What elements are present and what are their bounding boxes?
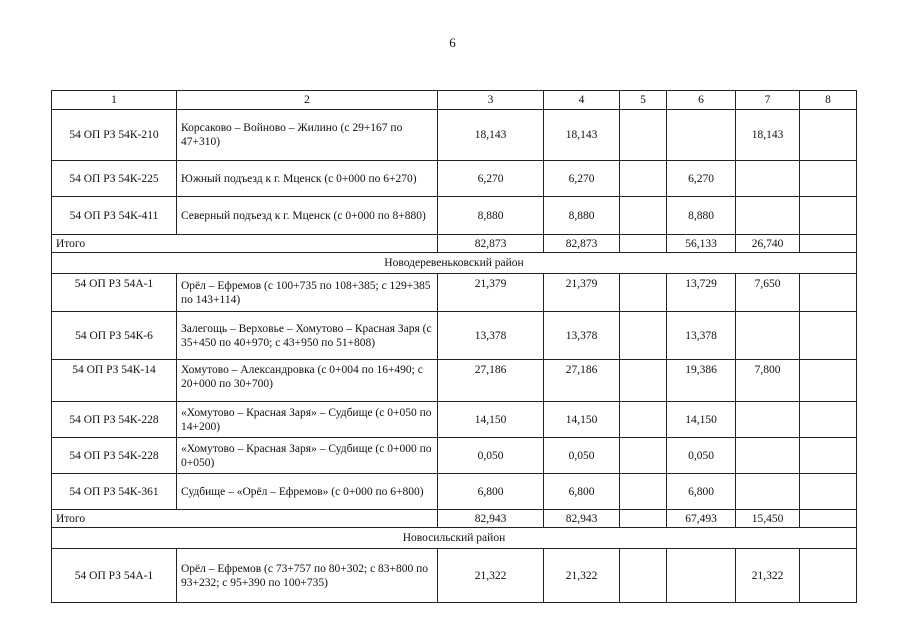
roads-table [51,90,857,603]
value-cell: 0,050 [544,438,620,474]
value-cell [620,312,667,360]
value-cell [620,438,667,474]
value-cell: 6,800 [667,474,736,510]
road-code: 54 ОП РЗ 54К-228 [52,402,177,438]
road-code: 54 ОП РЗ 54К-210 [52,110,177,161]
total-row [52,510,857,528]
road-code: 54 ОП РЗ 54А-1 [52,549,177,603]
table-row [52,474,857,510]
table-row [52,312,857,360]
header-cell: 4 [544,91,620,110]
value-cell [736,197,800,235]
district-title: Новодеревеньковский район [52,253,857,274]
district-header [52,253,857,274]
road-name: Южный подъезд к г. Мценск (с 0+000 по 6+270) [177,161,438,197]
road-name: Залегощь – Верховье – Хомутово – Красная Заря (с 35+450 по 40+970; с 43+950 по 51+808) [177,312,438,360]
value-cell: 14,150 [667,402,736,438]
road-name: Северный подъезд к г. Мценск (с 0+000 по 8+880) [177,197,438,235]
value-cell [620,110,667,161]
value-cell [800,474,857,510]
road-code: 54 ОП РЗ 54А-1 [52,274,177,312]
value-cell: 18,143 [544,110,620,161]
value-cell: 7,800 [736,360,800,402]
header-row [52,91,857,110]
header-cell: 6 [667,91,736,110]
value-cell: 6,270 [544,161,620,197]
value-cell [667,110,736,161]
value-cell [800,274,857,312]
total-value: 56,133 [667,235,736,253]
road-code: 54 ОП РЗ 54К-6 [52,312,177,360]
value-cell: 8,880 [544,197,620,235]
value-cell: 18,143 [438,110,544,161]
table-row [52,402,857,438]
road-name: «Хомутово – Красная Заря» – Судбище (с 0+050 по 14+200) [177,402,438,438]
value-cell [800,402,857,438]
total-value: 67,493 [667,510,736,528]
total-label: Итого [52,235,438,253]
table-row [52,438,857,474]
value-cell: 18,143 [736,110,800,161]
value-cell: 21,379 [544,274,620,312]
value-cell [620,197,667,235]
road-code: 54 ОП РЗ 54К-14 [52,360,177,402]
total-value: 82,873 [544,235,620,253]
header-cell: 8 [800,91,857,110]
value-cell: 27,186 [438,360,544,402]
value-cell: 13,378 [544,312,620,360]
value-cell: 6,800 [438,474,544,510]
value-cell: 13,378 [438,312,544,360]
value-cell: 19,386 [667,360,736,402]
value-cell: 14,150 [544,402,620,438]
value-cell [800,360,857,402]
table-row [52,110,857,161]
road-name: Корсаково – Войново – Жилино (с 29+167 по 47+310) [177,110,438,161]
value-cell [620,274,667,312]
value-cell [800,549,857,603]
total-value [800,235,857,253]
value-cell [620,474,667,510]
total-value [620,235,667,253]
header-cell: 7 [736,91,800,110]
road-name: Орёл – Ефремов (с 100+735 по 108+385; с 129+385 по 143+114) [177,274,438,312]
total-value: 82,943 [544,510,620,528]
value-cell: 8,880 [667,197,736,235]
value-cell [800,161,857,197]
road-code: 54 ОП РЗ 54К-411 [52,197,177,235]
value-cell [736,402,800,438]
value-cell [800,312,857,360]
value-cell [800,438,857,474]
road-code: 54 ОП РЗ 54К-228 [52,438,177,474]
value-cell [736,312,800,360]
value-cell: 0,050 [667,438,736,474]
district-title: Новосильский район [52,528,857,549]
header-cell: 5 [620,91,667,110]
value-cell [620,161,667,197]
table-row [52,274,857,312]
road-name: Судбище – «Орёл – Ефремов» (с 0+000 по 6+800) [177,474,438,510]
value-cell: 6,270 [667,161,736,197]
value-cell: 8,880 [438,197,544,235]
value-cell: 13,378 [667,312,736,360]
value-cell: 21,379 [438,274,544,312]
value-cell: 21,322 [736,549,800,603]
value-cell: 13,729 [667,274,736,312]
table-row [52,360,857,402]
road-name: «Хомутово – Красная Заря» – Судбище (с 0+000 по 0+050) [177,438,438,474]
value-cell: 21,322 [438,549,544,603]
table-row [52,161,857,197]
value-cell: 7,650 [736,274,800,312]
value-cell: 27,186 [544,360,620,402]
total-label: Итого [52,510,438,528]
value-cell: 21,322 [544,549,620,603]
value-cell [620,549,667,603]
total-value: 15,450 [736,510,800,528]
header-cell: 2 [177,91,438,110]
value-cell [620,402,667,438]
value-cell [736,161,800,197]
total-value: 82,873 [438,235,544,253]
total-value [620,510,667,528]
table-row [52,197,857,235]
header-cell: 1 [52,91,177,110]
value-cell [800,197,857,235]
road-code: 54 ОП РЗ 54К-361 [52,474,177,510]
road-name: Хомутово – Александровка (с 0+004 по 16+490; с 20+000 по 30+700) [177,360,438,402]
value-cell [736,474,800,510]
value-cell [800,110,857,161]
value-cell [620,360,667,402]
value-cell: 0,050 [438,438,544,474]
page-number: 6 [449,35,456,50]
header-cell: 3 [438,91,544,110]
road-name: Орёл – Ефремов (с 73+757 по 80+302; с 83+800 по 93+232; с 95+390 по 100+735) [177,549,438,603]
value-cell: 6,270 [438,161,544,197]
value-cell [736,438,800,474]
total-value [800,510,857,528]
district-header [52,528,857,549]
total-row [52,235,857,253]
total-value: 26,740 [736,235,800,253]
value-cell: 6,800 [544,474,620,510]
road-code: 54 ОП РЗ 54К-225 [52,161,177,197]
value-cell: 14,150 [438,402,544,438]
value-cell [667,549,736,603]
total-value: 82,943 [438,510,544,528]
table-row [52,549,857,603]
